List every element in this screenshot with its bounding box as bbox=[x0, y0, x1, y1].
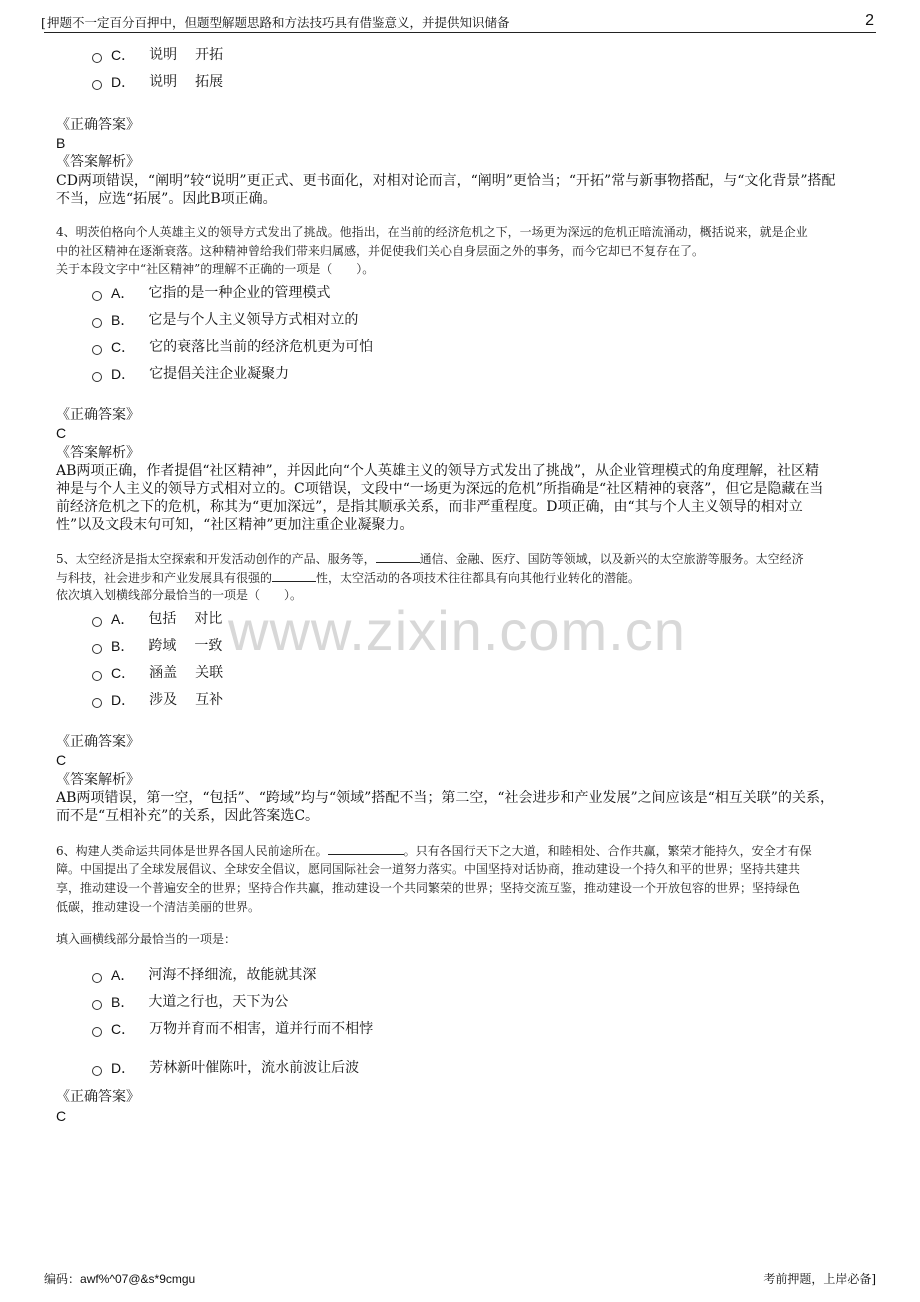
q6-stem-line: 6、构建人类命运共同体是世界各国人民前途所在。 。只有各国行天下之大道，和睦相处、合作共赢，繁荣才能持久，安全才有保 bbox=[56, 844, 812, 858]
radio-icon[interactable] bbox=[92, 53, 102, 63]
q6-option-b[interactable]: B． 大道之行也，天下为公 bbox=[92, 991, 288, 1013]
radio-icon[interactable] bbox=[92, 1066, 102, 1076]
q3-analysis-label: 《答案解析》 bbox=[56, 154, 140, 170]
q4-stem-line: 中的社区精神在逐渐衰落。这种精神曾给我们带来归属感，并促使我们关心自身层面之外的事务，而今它却已不复存在了。 bbox=[56, 244, 705, 258]
q4-option-a[interactable]: A． 它指的是一种企业的管理模式 bbox=[92, 282, 330, 304]
q5-analysis-label: 《答案解析》 bbox=[56, 772, 140, 788]
q6-option-a[interactable]: A． 河海不择细流，故能就其深 bbox=[92, 964, 316, 986]
q5-analysis-line: AB两项错误，第一空，“包括”、“跨域”均与“领域”搭配不当；第二空，“社会进步和产业发展”之间应该是“相互关联”的关系， bbox=[56, 790, 834, 806]
q4-analysis-label: 《答案解析》 bbox=[56, 445, 140, 461]
q4-stem-line: 关于本段文字中“社区精神”的理解不正确的一项是（ ）。 bbox=[56, 262, 375, 276]
q3-answer-label: 《正确答案》 bbox=[56, 117, 140, 133]
radio-icon[interactable] bbox=[92, 671, 102, 681]
radio-icon[interactable] bbox=[92, 1000, 102, 1010]
radio-icon[interactable] bbox=[92, 318, 102, 328]
q5-stem-line: 与科技，社会进步和产业发展具有很强的 性，太空活动的各项技术往往都具有向其他行业转化的潜能。 bbox=[56, 571, 641, 585]
header-text: 押题不一定百分百押中，但题型解题思路和方法技巧具有借鉴意义，并提供知识储备 bbox=[47, 15, 510, 30]
radio-icon[interactable] bbox=[92, 617, 102, 627]
q6-stem-line: 障。中国提出了全球发展倡议、全球安全倡议，愿同国际社会一道努力落实。中国坚持对话协商，推动建设一个持久和平的世界；坚持共建共 bbox=[56, 862, 801, 876]
q6-stem-line: 享，推动建设一个普遍安全的世界；坚持合作共赢，推动建设一个共同繁荣的世界；坚持交流互鉴，推动建设一个开放包容的世界；坚持绿色 bbox=[56, 881, 801, 895]
q5-analysis-line: 而不是“互相补充”的关系，因此答案选C。 bbox=[56, 808, 320, 824]
page-header bbox=[41, 12, 876, 33]
radio-icon[interactable] bbox=[92, 291, 102, 301]
q4-option-b[interactable]: B． 它是与个人主义领导方式相对立的 bbox=[92, 309, 358, 331]
footer-code: 编码：awf%^07@&s*9cmgu bbox=[44, 1272, 196, 1286]
q5-option-d[interactable]: D． 涉及 互补 bbox=[92, 689, 223, 711]
q6-option-d[interactable]: D． 芳林新叶催陈叶，流水前波让后波 bbox=[92, 1057, 359, 1079]
q5-option-c[interactable]: C． 涵盖 关联 bbox=[92, 662, 223, 684]
q3-analysis-line: CD两项错误，“阐明”较“说明”更正式、更书面化，对相对论而言，“阐明”更恰当；“开拓”常与新事物搭配，与“文化背景”搭配 bbox=[56, 173, 836, 189]
q5-stem-line: 5、太空经济是指太空探索和开发活动创作的产品、服务等， 通信、金融、医疗、国防等领域，以及新兴的太空旅游等服务。太空经济 bbox=[56, 552, 804, 566]
footer-slogan: 考前押题，上岸必备] bbox=[763, 1272, 876, 1286]
q4-stem-line: 4、明茨伯格向个人英雄主义的领导方式发出了挑战。他指出，在当前的经济危机之下，一场更为深远的危机正暗流涌动，概括说来，就是企业 bbox=[56, 225, 808, 239]
q3-analysis-line: 不当，应选“拓展”。因此B项正确。 bbox=[56, 191, 277, 207]
q5-answer: C bbox=[56, 752, 67, 768]
radio-icon[interactable] bbox=[92, 372, 102, 382]
fill-blank bbox=[272, 569, 316, 582]
q5-stem-line: 依次填入划横线部分最恰当的一项是（ ）。 bbox=[56, 588, 303, 602]
q4-analysis-line: 神是与个人主义的领导方式相对立的。C项错误，文段中“一场更为深远的危机”所指确是“社区精神的衰落”，但它是隐藏在当 bbox=[56, 481, 824, 497]
radio-icon[interactable] bbox=[92, 698, 102, 708]
q3-answer: B bbox=[56, 135, 66, 151]
q4-answer: C bbox=[56, 425, 67, 441]
q5-option-a[interactable]: A． 包括 对比 bbox=[92, 608, 222, 630]
q4-analysis-line: 前经济危机之下的危机，称其为“更加深远”，是指其顺承关系，而非严重程度。D项正确，由“其与个人主义领导的相对立 bbox=[56, 499, 803, 515]
q4-analysis-line: 性”以及文段末句可知，“社区精神”更加注重企业凝聚力。 bbox=[56, 517, 414, 533]
radio-icon[interactable] bbox=[92, 345, 102, 355]
q4-option-d[interactable]: D． 它提倡关注企业凝聚力 bbox=[92, 363, 289, 385]
q4-analysis-line: AB两项正确，作者提倡“社区精神”，并因此向“个人英雄主义的领导方式发出了挑战”，从企业管理模式的角度理解，社区精 bbox=[56, 463, 820, 479]
q6-prompt: 填入画横线部分最恰当的一项是： bbox=[56, 932, 237, 946]
q5-answer-label: 《正确答案》 bbox=[56, 734, 140, 750]
q4-answer-label: 《正确答案》 bbox=[56, 407, 140, 423]
q6-option-c[interactable]: C． 万物并育而不相害，道并行而不相悖 bbox=[92, 1018, 373, 1040]
fill-blank bbox=[376, 550, 420, 563]
q3-option-c[interactable]: C． 说明 开拓 bbox=[92, 44, 223, 66]
radio-icon[interactable] bbox=[92, 1027, 102, 1037]
watermark: www.zixin.com.cn bbox=[228, 599, 686, 662]
q6-answer: C bbox=[56, 1108, 67, 1124]
header-bracket: [ bbox=[41, 15, 46, 30]
q6-stem-line: 低碳，推动建设一个清洁美丽的世界。 bbox=[56, 900, 261, 914]
page-number: 2 bbox=[865, 12, 874, 29]
q4-option-c[interactable]: C． 它的衰落比当前的经济危机更为可怕 bbox=[92, 336, 373, 358]
radio-icon[interactable] bbox=[92, 80, 102, 90]
q5-option-b[interactable]: B． 跨域 一致 bbox=[92, 635, 222, 657]
q3-option-d[interactable]: D． 说明 拓展 bbox=[92, 71, 223, 93]
fill-blank bbox=[328, 842, 404, 855]
radio-icon[interactable] bbox=[92, 644, 102, 654]
q6-answer-label: 《正确答案》 bbox=[56, 1089, 140, 1105]
radio-icon[interactable] bbox=[92, 973, 102, 983]
